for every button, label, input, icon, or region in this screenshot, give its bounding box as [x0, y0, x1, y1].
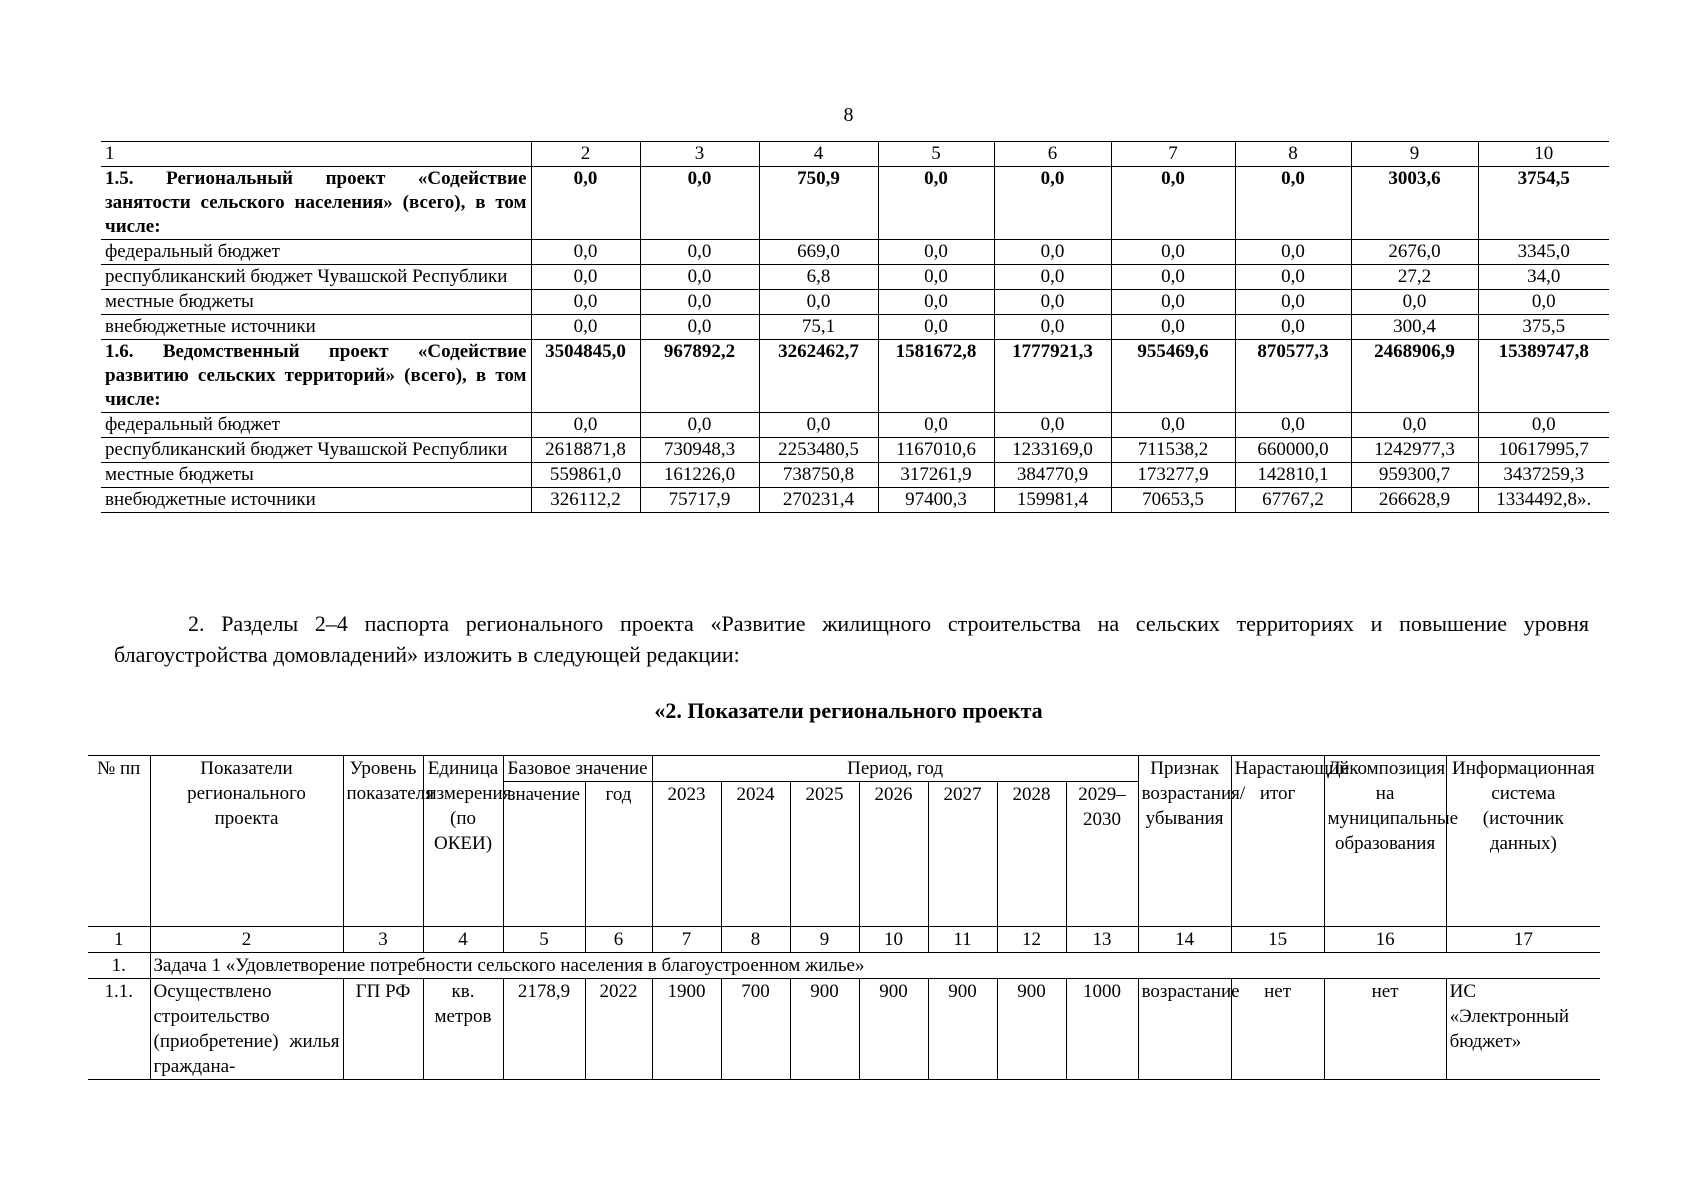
cell-value: 0,0 [1351, 413, 1478, 438]
task-text: Задача 1 «Удовлетворение потребности сельского населения в благоустроенном жилье» [150, 953, 1600, 979]
cell-value: 75,1 [759, 315, 878, 340]
column-number-3: 3 [343, 927, 423, 953]
header-year-2028: 2028 [997, 782, 1066, 927]
cell-value: 0,0 [531, 240, 640, 265]
column-number-4: 4 [423, 927, 503, 953]
header-cumulative: Нарастающий итог [1231, 756, 1324, 927]
cell-value: 0,0 [640, 315, 759, 340]
header-year-2027: 2027 [928, 782, 997, 927]
cell-value: 34,0 [1478, 265, 1609, 290]
indicators-table [88, 755, 1600, 1080]
row-label: республиканский бюджет Чувашской Республики [101, 265, 531, 290]
cell-value: 2618871,8 [531, 438, 640, 463]
cell-value: 0,0 [878, 413, 994, 438]
column-number-9: 9 [1351, 142, 1478, 167]
cell-value: 0,0 [531, 315, 640, 340]
cell-value: 1242977,3 [1351, 438, 1478, 463]
column-number-2: 2 [150, 927, 343, 953]
column-number-11: 11 [928, 927, 997, 953]
cell-value: 0,0 [1111, 265, 1235, 290]
column-number-5: 5 [503, 927, 585, 953]
funding-row [101, 315, 1609, 340]
cell-value: 300,4 [1351, 315, 1478, 340]
funding-row [101, 463, 1609, 488]
cell-value: 0,0 [878, 265, 994, 290]
cell-value: 384770,9 [994, 463, 1111, 488]
funding-row [101, 290, 1609, 315]
funding-row [101, 240, 1609, 265]
cell-value: 1777921,3 [994, 340, 1111, 413]
indicator-number: 1.1. [88, 979, 150, 1080]
row-label: 1.5. Региональный проект «Содействие занятости сельского населения» (всего), в том числе: [101, 167, 531, 240]
row-label: федеральный бюджет [101, 240, 531, 265]
cell-value: 159981,4 [994, 488, 1111, 513]
cell-value: 870577,3 [1235, 340, 1351, 413]
header-infosystem: Информационная система (источник данных) [1446, 756, 1600, 927]
column-number-13: 13 [1066, 927, 1138, 953]
indicator-base-value: 2178,9 [503, 979, 585, 1080]
header-indicators: Показатели регионального проекта [150, 756, 343, 927]
funding-row [101, 167, 1609, 240]
row-label: внебюджетные источники [101, 315, 531, 340]
cell-value: 6,8 [759, 265, 878, 290]
cell-value: 326112,2 [531, 488, 640, 513]
section-heading: «2. Показатели регионального проекта [654, 698, 1043, 723]
column-number-14: 14 [1138, 927, 1231, 953]
cell-value: 738750,8 [759, 463, 878, 488]
column-number-8: 8 [721, 927, 790, 953]
cell-value: 959300,7 [1351, 463, 1478, 488]
column-number-3: 3 [640, 142, 759, 167]
funding-row [101, 413, 1609, 438]
row-label: республиканский бюджет Чувашской Республики [101, 438, 531, 463]
cell-value: 0,0 [640, 265, 759, 290]
cell-value: 0,0 [1111, 315, 1235, 340]
page-number: 8 [843, 104, 854, 126]
funding-table [101, 141, 1609, 513]
cell-value: 0,0 [878, 290, 994, 315]
cell-value: 955469,6 [1111, 340, 1235, 413]
indicator-value-2025: 900 [790, 979, 859, 1080]
cell-value: 0,0 [994, 290, 1111, 315]
funding-header-row [101, 142, 1609, 167]
cell-value: 1233169,0 [994, 438, 1111, 463]
cell-value: 173277,9 [1111, 463, 1235, 488]
column-number-15: 15 [1231, 927, 1324, 953]
indicator-cumulative: нет [1231, 979, 1324, 1080]
cell-value: 0,0 [994, 240, 1111, 265]
header-num: № пп [88, 756, 150, 927]
cell-value: 161226,0 [640, 463, 759, 488]
funding-row [101, 438, 1609, 463]
cell-value: 0,0 [1235, 413, 1351, 438]
column-number-10: 10 [1478, 142, 1609, 167]
indicator-name: Осуществлено строительство (приобретение) жилья граждана- [150, 979, 343, 1080]
cell-value: 0,0 [1235, 290, 1351, 315]
indicator-value-2024: 700 [721, 979, 790, 1080]
cell-value: 0,0 [1111, 413, 1235, 438]
cell-value: 3504845,0 [531, 340, 640, 413]
column-numbers-row [88, 927, 1600, 953]
cell-value: 270231,4 [759, 488, 878, 513]
column-number-1: 1 [88, 927, 150, 953]
column-number-12: 12 [997, 927, 1066, 953]
indicator-unit: кв. метров [423, 979, 503, 1080]
indicator-decomposition: нет [1324, 979, 1446, 1080]
cell-value: 3437259,3 [1478, 463, 1609, 488]
cell-value: 375,5 [1478, 315, 1609, 340]
row-label: 1.6. Ведомственный проект «Содействие развитию сельских территорий» (всего), в том числе: [101, 340, 531, 413]
header-year-2029-2030: 2029–2030 [1066, 782, 1138, 927]
cell-value: 669,0 [759, 240, 878, 265]
cell-value: 0,0 [994, 413, 1111, 438]
cell-value: 0,0 [640, 240, 759, 265]
cell-value: 142810,1 [1235, 463, 1351, 488]
indicator-value-2028: 900 [997, 979, 1066, 1080]
header-base-year: год [585, 782, 652, 927]
header-decomposition: Декомпозиция на муниципальные образования [1324, 756, 1446, 927]
cell-value: 70653,5 [1111, 488, 1235, 513]
header-base: Базовое значение [503, 756, 652, 782]
indicator-infosystem: ИС «Электронный бюджет» [1446, 979, 1600, 1080]
funding-row [101, 265, 1609, 290]
cell-value: 3003,6 [1351, 167, 1478, 240]
cell-value: 711538,2 [1111, 438, 1235, 463]
row-label: местные бюджеты [101, 463, 531, 488]
header-level: Уровень показателя [343, 756, 423, 927]
column-number-7: 7 [652, 927, 721, 953]
cell-value: 0,0 [640, 290, 759, 315]
cell-value: 266628,9 [1351, 488, 1478, 513]
column-number-2: 2 [531, 142, 640, 167]
header-sign: Признак возрастания/ убывания [1138, 756, 1231, 927]
row-label: местные бюджеты [101, 290, 531, 315]
column-number-7: 7 [1111, 142, 1235, 167]
cell-value: 0,0 [1235, 240, 1351, 265]
column-number-17: 17 [1446, 927, 1600, 953]
header-period: Период, год [652, 756, 1138, 782]
cell-value: 75717,9 [640, 488, 759, 513]
header-year-2025: 2025 [790, 782, 859, 927]
cell-value: 0,0 [994, 315, 1111, 340]
column-number-4: 4 [759, 142, 878, 167]
cell-value: 0,0 [640, 413, 759, 438]
cell-value: 730948,3 [640, 438, 759, 463]
header-year-2026: 2026 [859, 782, 928, 927]
column-number-9: 9 [790, 927, 859, 953]
task-row [88, 953, 1600, 979]
cell-value: 0,0 [531, 413, 640, 438]
funding-row [101, 340, 1609, 413]
header-base-value: значение [503, 782, 585, 927]
cell-value: 0,0 [994, 167, 1111, 240]
cell-value: 559861,0 [531, 463, 640, 488]
indicator-value-2023: 1900 [652, 979, 721, 1080]
indicator-base-year: 2022 [585, 979, 652, 1080]
indicator-value-2027: 900 [928, 979, 997, 1080]
row-label: федеральный бюджет [101, 413, 531, 438]
funding-row [101, 488, 1609, 513]
task-number: 1. [88, 953, 150, 979]
indicator-sign: возрастание [1138, 979, 1231, 1080]
indicator-row [88, 979, 1600, 1080]
cell-value: 3262462,7 [759, 340, 878, 413]
cell-value: 660000,0 [1235, 438, 1351, 463]
cell-value: 750,9 [759, 167, 878, 240]
column-number-16: 16 [1324, 927, 1446, 953]
cell-value: 0,0 [878, 240, 994, 265]
cell-value: 97400,3 [878, 488, 994, 513]
column-number-6: 6 [994, 142, 1111, 167]
cell-value: 0,0 [878, 315, 994, 340]
cell-value: 0,0 [1351, 290, 1478, 315]
column-number-8: 8 [1235, 142, 1351, 167]
cell-value: 0,0 [759, 413, 878, 438]
column-number-1: 1 [101, 142, 531, 167]
cell-value: 0,0 [1111, 167, 1235, 240]
column-number-5: 5 [878, 142, 994, 167]
cell-value: 1581672,8 [878, 340, 994, 413]
header-year-2023: 2023 [652, 782, 721, 927]
cell-value: 0,0 [640, 167, 759, 240]
cell-value: 27,2 [1351, 265, 1478, 290]
cell-value: 0,0 [1235, 167, 1351, 240]
cell-value: 0,0 [1111, 240, 1235, 265]
cell-value: 15389747,8 [1478, 340, 1609, 413]
header-year-2024: 2024 [721, 782, 790, 927]
cell-value: 0,0 [531, 265, 640, 290]
cell-value: 0,0 [994, 265, 1111, 290]
cell-value: 0,0 [531, 290, 640, 315]
cell-value: 0,0 [1235, 265, 1351, 290]
funding-table-body [101, 142, 1609, 513]
cell-value: 0,0 [1478, 413, 1609, 438]
cell-value: 0,0 [531, 167, 640, 240]
cell-value: 0,0 [878, 167, 994, 240]
cell-value: 3345,0 [1478, 240, 1609, 265]
indicator-level: ГП РФ [343, 979, 423, 1080]
column-number-10: 10 [859, 927, 928, 953]
cell-value: 0,0 [759, 290, 878, 315]
cell-value: 2468906,9 [1351, 340, 1478, 413]
cell-value: 2676,0 [1351, 240, 1478, 265]
cell-value: 967892,2 [640, 340, 759, 413]
cell-value: 0,0 [1235, 315, 1351, 340]
cell-value: 10617995,7 [1478, 438, 1609, 463]
indicators-header-row-1 [88, 756, 1600, 782]
cell-value: 317261,9 [878, 463, 994, 488]
cell-value: 0,0 [1478, 290, 1609, 315]
header-unit: Единица измерения (по ОКЕИ) [423, 756, 503, 927]
indicator-value-2029-2030: 1000 [1066, 979, 1138, 1080]
indicator-value-2026: 900 [859, 979, 928, 1080]
row-label: внебюджетные источники [101, 488, 531, 513]
cell-value: 1334492,8». [1478, 488, 1609, 513]
amendment-paragraph: 2. Разделы 2–4 паспорта регионального проекта «Развитие жилищного строительства на сельских территориях и повышение уровня благоустройства домовладений» изложить в следующей редакции: [114, 611, 1589, 667]
cell-value: 1167010,6 [878, 438, 994, 463]
cell-value: 0,0 [1111, 290, 1235, 315]
cell-value: 3754,5 [1478, 167, 1609, 240]
column-number-6: 6 [585, 927, 652, 953]
cell-value: 67767,2 [1235, 488, 1351, 513]
cell-value: 2253480,5 [759, 438, 878, 463]
